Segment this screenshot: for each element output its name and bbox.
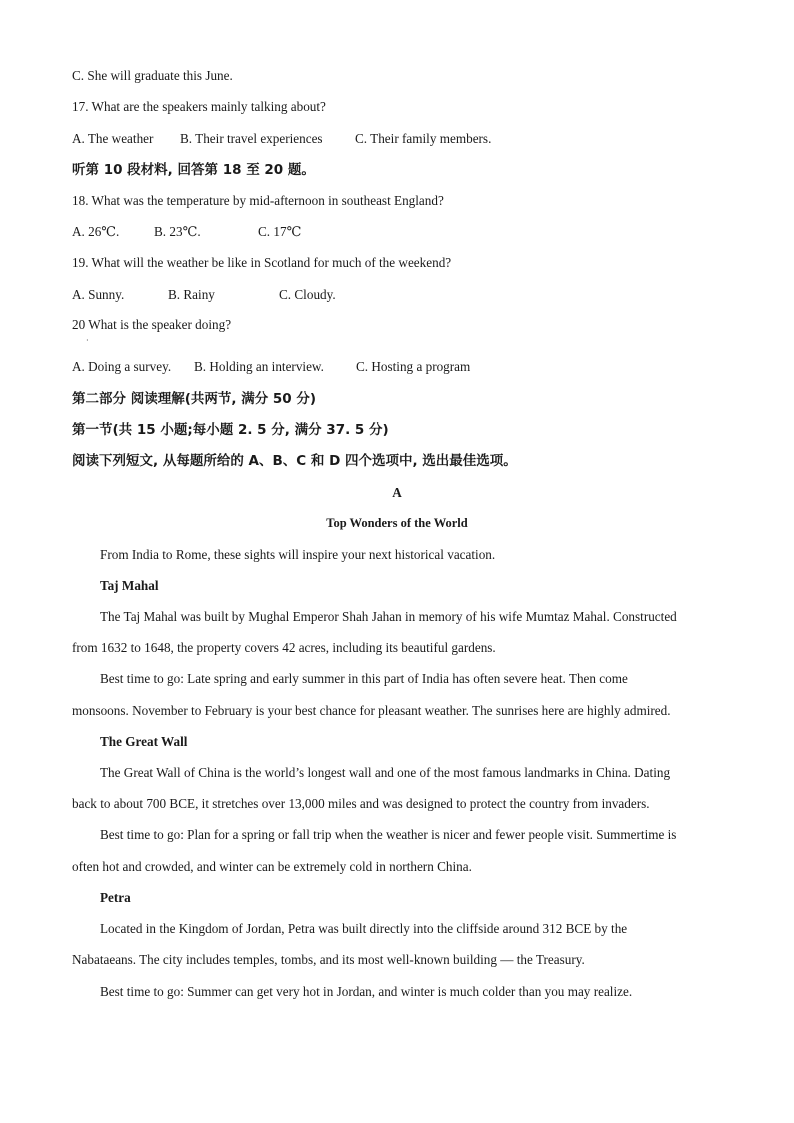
petra-para2-line1: Best time to go: Summer can get very hot in Jordan, and winter is much colder than you may realize. <box>100 984 633 999</box>
q16-option-c: C. She will graduate this June. <box>72 68 233 83</box>
taj-para2-line2: monsoons. November to February is your best chance for pleasant weather. The sunrises here are highly admired. <box>72 703 671 718</box>
q18-option-b: B. 23℃. <box>154 224 201 239</box>
q19-option-c: C. Cloudy. <box>279 287 336 302</box>
taj-heading: Taj Mahal <box>100 578 159 593</box>
passage-intro: From India to Rome, these sights will inspire your next historical vacation. <box>100 547 496 562</box>
q17-options <box>72 131 491 147</box>
wall-para1-line2: back to about 700 BCE, it stretches over 13,000 miles and was designed to protect the country from invaders. <box>72 796 650 811</box>
q20-option-a: A. Doing a survey. <box>72 359 172 374</box>
wall-heading: The Great Wall <box>100 734 188 749</box>
q17-option-c: C. Their family members. <box>355 131 492 146</box>
petra-para1-line2: Nabataeans. The city includes temples, tombs, and its most well-known building — the Treasury. <box>72 952 585 967</box>
wall-para1-line1: The Great Wall of China is the world’s longest wall and one of the most famous landmarks in China. Dating <box>100 765 671 780</box>
wall-para2-line2: often hot and crowded, and winter can be extremely cold in northern China. <box>72 859 472 874</box>
q20-option-c: C. Hosting a program <box>356 359 471 374</box>
passage-title: Top Wonders of the World <box>326 516 468 530</box>
q17-question: 17. What are the speakers mainly talking about? <box>72 99 326 114</box>
q18-question: 18. What was the temperature by mid-afternoon in southeast England? <box>72 193 444 208</box>
taj-para2-line1: Best time to go: Late spring and early summer in this part of India has often severe heat. Then come <box>100 671 628 686</box>
q17-option-b: B. Their travel experiences <box>180 131 323 146</box>
q19-question: 19. What will the weather be like in Scotland for much of the weekend? <box>72 255 452 270</box>
reading-instruction: 阅读下列短文, 从每题所给的 A、B、C 和 D 四个选项中, 选出最佳选项。 <box>72 453 517 469</box>
q18-option-c: C. 17℃ <box>258 224 302 239</box>
stray-dot: · <box>86 336 89 345</box>
reading-section-heading: 第一节(共 15 小题;每小题 2. 5 分, 满分 37. 5 分) <box>72 422 389 438</box>
q19-option-a: A. Sunny. <box>72 287 125 302</box>
q20-options <box>72 359 470 375</box>
q20-question: 20 What is the speaker doing? <box>72 317 232 332</box>
taj-para1-line1: The Taj Mahal was built by Mughal Emperor Shah Jahan in memory of his wife Mumtaz Mahal. Constructed <box>100 609 677 624</box>
q18-options <box>72 224 301 240</box>
petra-heading: Petra <box>100 890 131 905</box>
q19-options <box>72 287 336 303</box>
q17-option-a: A. The weather <box>72 131 154 146</box>
q18-option-a: A. 26℃. <box>72 224 120 239</box>
wall-para2-line1: Best time to go: Plan for a spring or fall trip when the weather is nicer and fewer people visit. Summertime is <box>100 827 677 842</box>
reading-part-heading: 第二部分 阅读理解(共两节, 满分 50 分) <box>72 391 317 407</box>
q20-option-b: B. Holding an interview. <box>194 359 324 374</box>
section10-heading: 听第 10 段材料, 回答第 18 至 20 题。 <box>72 162 315 178</box>
passage-letter: A <box>392 485 402 500</box>
petra-para1-line1: Located in the Kingdom of Jordan, Petra was built directly into the cliffside around 312 BCE by the <box>100 921 628 936</box>
q19-option-b: B. Rainy <box>168 287 215 302</box>
taj-para1-line2: from 1632 to 1648, the property covers 42 acres, including its beautiful gardens. <box>72 640 496 655</box>
